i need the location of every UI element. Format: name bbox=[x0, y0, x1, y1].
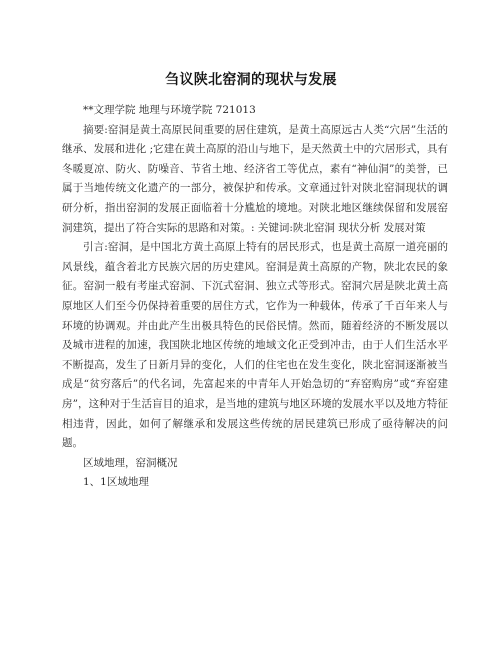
document-title: 刍议陕北窑洞的现状与发展 bbox=[165, 72, 337, 88]
author-line: **文理学院 地理与环境学院 721013 bbox=[83, 104, 256, 116]
subsection-heading: 1、1区域地理 bbox=[83, 476, 149, 489]
document-body bbox=[62, 101, 448, 493]
section-heading: 区域地理，窑洞概况 bbox=[83, 456, 178, 469]
abstract-paragraph: 摘要:窑洞是黄土高原民间重要的居住建筑，是黄土高原远古人类“穴居”生活的继承、发展和进化 ;它建在黄土高原的沿山与地下，是天然黄土中的穴居形式，具有冬暖夏凉、防火、防噪音、节省土地、经济省工等优点，素有“神仙洞”的美誉，已属于当地传统文化遗产的一部分，被保护和传承。文章通过针对陕北窑洞现状的调研分析，指出窑洞的发展正面临着十分尴尬的境地。对陕北地区继续保留和发展窑洞建筑，提出了符合实际的思路和对策。: 关键词:陕北窑洞 现状分析 发展对策 bbox=[62, 123, 448, 234]
intro-paragraph: 引言:窑洞，是中国北方黄土高原上特有的居民形式，也是黄土高原一道亮丽的风景线，蕴含着北方民族穴居的历史建风。窑洞是黄土高原的产物，陕北农民的象征。窑洞一般有考崖式窑洞、下沉式窑洞、独立式等形式。窑洞穴居是陕北黄土高原地区人们至今仍保持着重要的居住方式，它作为一种载体，传承了千百年来人与环境的协调观。并由此产生出极具特色的民俗民情。然而，随着经济的不断发展以及城市进程的加速，我国陕北地区传统的地域文化正受到冲击，由于人们生活水平不断提高，发生了日新月异的变化，人们的住宅也在发生变化，陕北窑洞逐渐被当成是“贫穷落后”的代名词，先富起来的中青年人开始急切的“弃窑购房”或“弃窑建房”，这种对于生活盲目的追求，是当地的建筑与地区环境的发展水平以及地方特征相违背，因此，如何了解继承和发展这些传统的居民建筑已形成了亟待解决的问题。 bbox=[62, 241, 448, 450]
